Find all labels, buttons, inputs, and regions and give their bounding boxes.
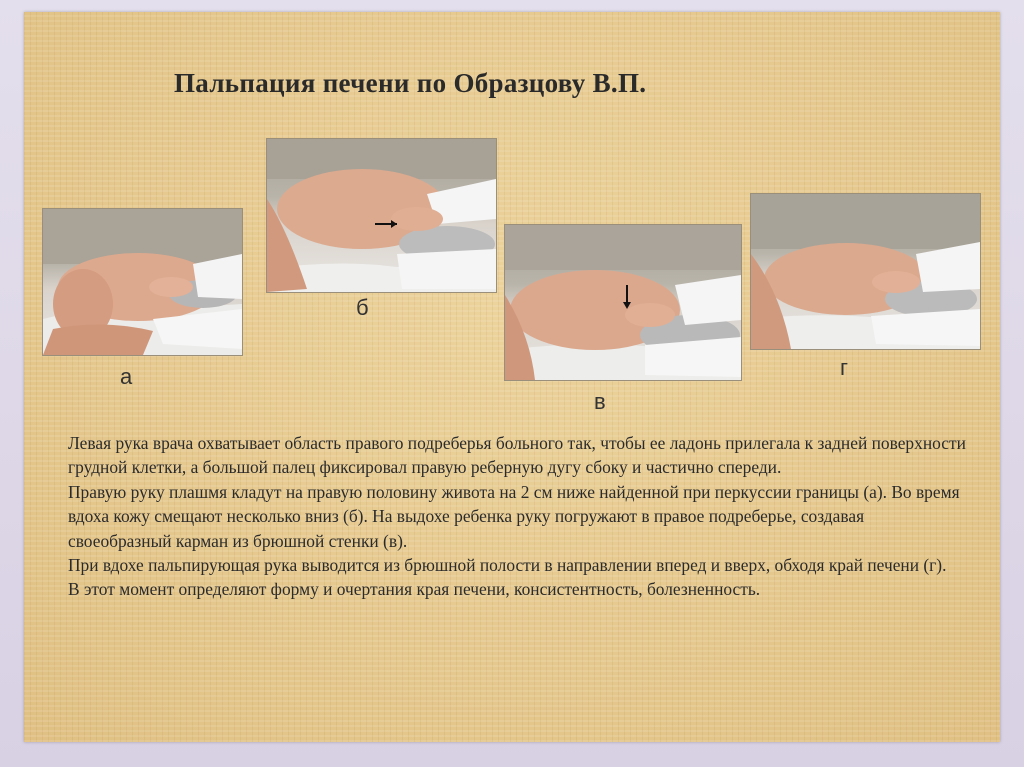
photo-label-v: в — [594, 389, 606, 414]
photo-a — [42, 208, 243, 356]
paragraph: Правую руку плашмя кладут на правую половину живота на 2 см ниже найденной при перкуссии границы (а). Во время вдоха кожу смещают несколько вниз (б). На выдохе ребенка руку погружают в правое подреберье, создавая своеобразный карман из брюшной стенки (в). — [68, 481, 960, 551]
photo-label-b: б — [356, 295, 369, 320]
photo-b — [266, 138, 497, 293]
paragraph: В этот момент определяют форму и очертания края печени, консистентность, болезненность. — [68, 579, 761, 600]
paragraph: При вдохе пальпирующая рука выводится из брюшной полости в направлении вперед и вверх, обходя край печени (г). — [68, 555, 947, 576]
description-text — [68, 431, 968, 602]
photo-v — [504, 224, 742, 381]
slide — [24, 12, 1000, 742]
photo-label-g: г — [840, 355, 849, 380]
photo-label-a: а — [120, 364, 133, 389]
paragraph: Левая рука врача охватывает область правого подреберья больного так, чтобы ее ладонь прилегала к задней поверхности грудной клетки, а большой палец фиксировал правую реберную дугу сбоку и частично спереди. — [68, 433, 966, 478]
photo-g — [750, 193, 981, 350]
slide-title: Пальпация печени по Образцову В.П. — [174, 68, 647, 98]
